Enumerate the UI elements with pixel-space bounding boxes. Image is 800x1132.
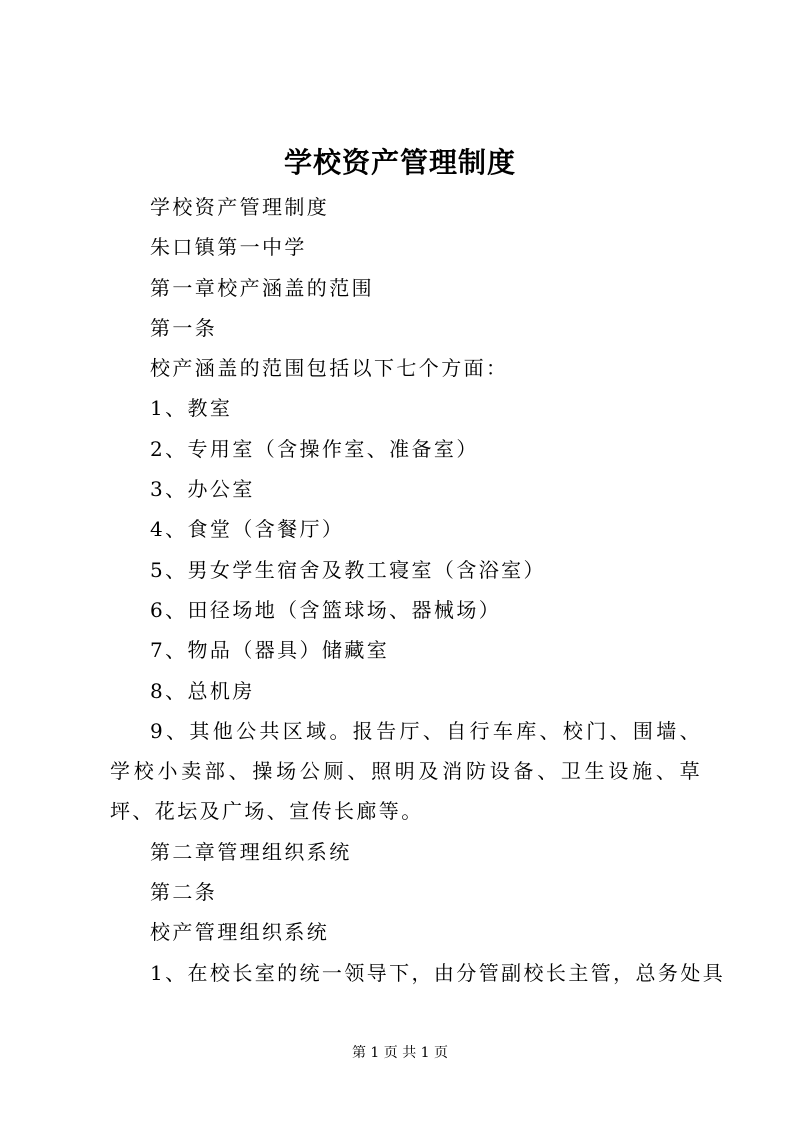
paragraph-scope-intro: 校产涵盖的范围包括以下七个方面： [150,356,509,381]
paragraph-article-1: 第一条 [150,315,218,340]
paragraph-management-system: 校产管理组织系统 [150,920,330,945]
page-footer: 第 1 页 共 1 页 [351,1045,449,1061]
document-title: 学校资产管理制度 [283,146,516,179]
paragraph-article-2: 第二条 [150,880,218,905]
list-item: 7、物品（器具）储藏室 [150,638,390,663]
paragraph-subtitle: 学校资产管理制度 [150,195,330,219]
paragraph-school-name: 朱口镇第一中学 [150,235,307,260]
list-item: 1、教室 [150,396,233,421]
paragraph-chapter-1-heading: 第一章校产涵盖的范围 [150,275,374,300]
list-item: 8、总机房 [150,678,255,703]
list-item: 2、专用室（含操作室、准备室） [150,436,479,461]
list-item: 3、办公室 [150,477,255,502]
list-item: 1、在校长室的统一领导下，由分管副校长主管，总务处具 [150,960,726,985]
list-item: 5、男女学生宿舍及教工寝室（含浴室） [150,557,546,582]
list-item: 9、其他公共区域。报告厅、自行车库、校门、围墙、学校小卖部、操场公厕、照明及消防设备、卫生设施、草坪、花坛及广场、宣传长廊等。 [110,718,702,824]
list-item: 6、田径场地（含篮球场、器械场） [150,597,502,622]
document-body [110,187,726,993]
paragraph-chapter-2-heading: 第二章管理组织系统 [150,839,352,864]
list-item: 4、食堂（含餐厅） [150,517,345,542]
